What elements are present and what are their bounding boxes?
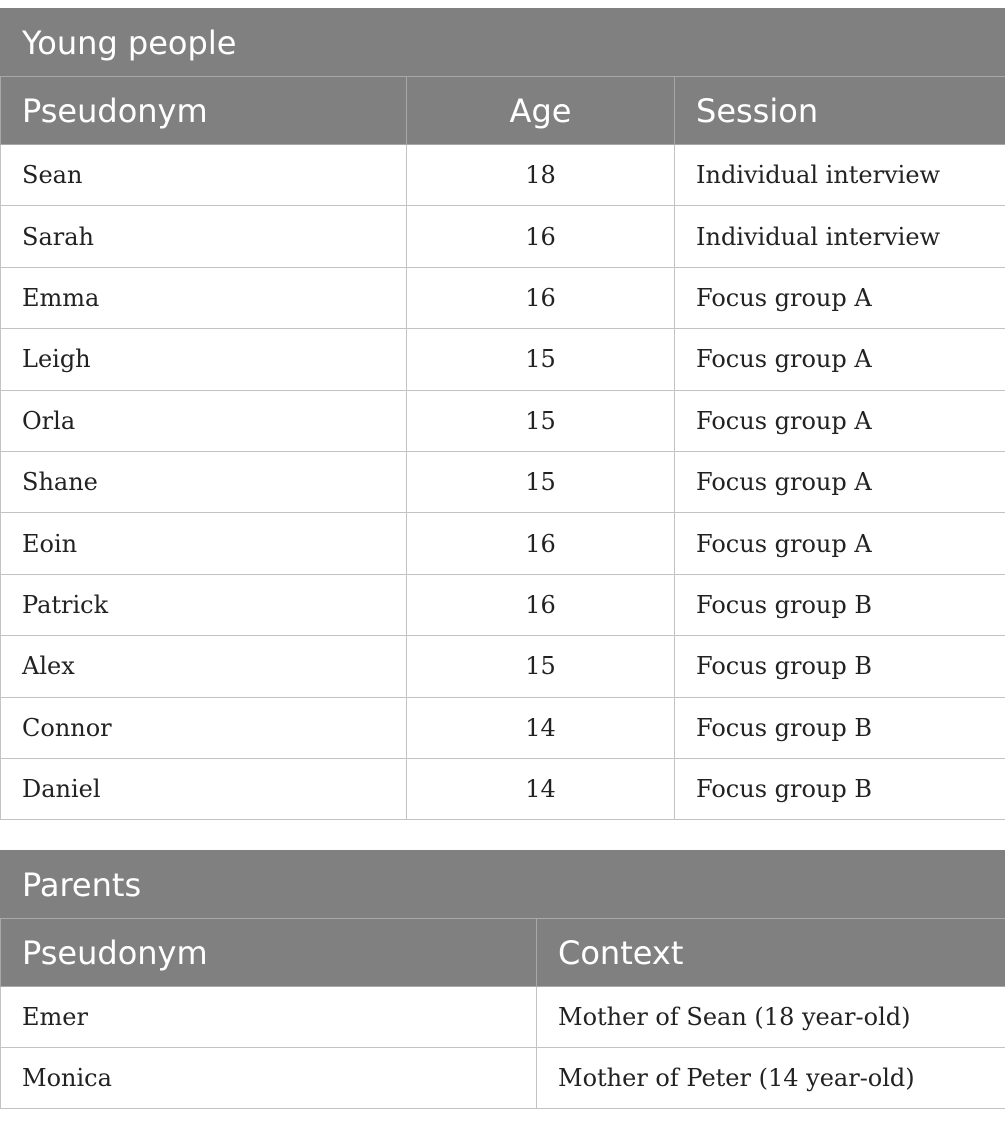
table-row (1, 267, 1005, 328)
age-cell: 16 (407, 206, 675, 267)
session-cell: Focus group A (675, 267, 1005, 328)
age-cell: 14 (407, 758, 675, 819)
column-header-pseudonym: Pseudonym (1, 77, 407, 145)
table-row (1, 574, 1005, 635)
session-cell: Focus group A (675, 451, 1005, 512)
pseudonym-cell: Daniel (1, 758, 407, 819)
column-header-pseudonym: Pseudonym (1, 919, 537, 987)
age-cell: 15 (407, 390, 675, 451)
table-row (1, 145, 1005, 206)
session-cell: Individual interview (675, 206, 1005, 267)
pseudonym-cell: Emma (1, 267, 407, 328)
session-cell: Focus group A (675, 390, 1005, 451)
session-cell: Focus group B (675, 758, 1005, 819)
pseudonym-cell: Sarah (1, 206, 407, 267)
pseudonym-cell: Emer (1, 987, 537, 1048)
table-row (1, 697, 1005, 758)
pseudonym-cell: Monica (1, 1048, 537, 1109)
table-row (1, 513, 1005, 574)
context-cell: Mother of Sean (18 year-old) (537, 987, 1005, 1048)
session-cell: Focus group B (675, 697, 1005, 758)
table-row (1, 636, 1005, 697)
age-cell: 16 (407, 574, 675, 635)
age-cell: 14 (407, 697, 675, 758)
table-row (1, 451, 1005, 512)
age-cell: 15 (407, 329, 675, 390)
table-row (1, 758, 1005, 819)
session-cell: Focus group A (675, 513, 1005, 574)
session-cell: Individual interview (675, 145, 1005, 206)
table-row (1, 329, 1005, 390)
table-row (1, 390, 1005, 451)
age-cell: 15 (407, 636, 675, 697)
young-people-title: Young people (1, 9, 1005, 77)
pseudonym-cell: Connor (1, 697, 407, 758)
context-cell: Mother of Peter (14 year-old) (537, 1048, 1005, 1109)
parents-title: Parents (1, 851, 1005, 919)
session-cell: Focus group B (675, 574, 1005, 635)
pseudonym-cell: Sean (1, 145, 407, 206)
session-cell: Focus group B (675, 636, 1005, 697)
parents-table (0, 850, 1005, 1109)
table-row (1, 987, 1005, 1048)
age-cell: 18 (407, 145, 675, 206)
pseudonym-cell: Alex (1, 636, 407, 697)
age-cell: 16 (407, 513, 675, 574)
column-header-session: Session (675, 77, 1005, 145)
pseudonym-cell: Eoin (1, 513, 407, 574)
age-cell: 16 (407, 267, 675, 328)
pseudonym-cell: Patrick (1, 574, 407, 635)
pseudonym-cell: Orla (1, 390, 407, 451)
column-header-age: Age (407, 77, 675, 145)
pseudonym-cell: Shane (1, 451, 407, 512)
young-people-table (0, 8, 1005, 820)
table-row (1, 206, 1005, 267)
session-cell: Focus group A (675, 329, 1005, 390)
young-people-title-row (1, 9, 1005, 77)
parents-header-row (1, 919, 1005, 987)
table-row (1, 1048, 1005, 1109)
parents-title-row (1, 851, 1005, 919)
pseudonym-cell: Leigh (1, 329, 407, 390)
age-cell: 15 (407, 451, 675, 512)
column-header-context: Context (537, 919, 1005, 987)
young-people-header-row (1, 77, 1005, 145)
